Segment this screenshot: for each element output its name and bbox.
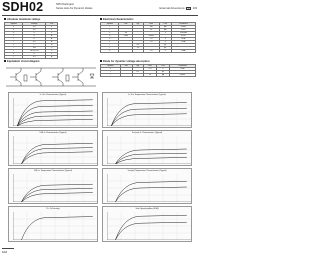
- table-cell: I=4A: [171, 50, 195, 53]
- column-header: max: [143, 23, 159, 26]
- chart-title: Safe Operating Area (SOA): [135, 208, 159, 210]
- page-number: 102: [2, 250, 8, 254]
- table-cell: V: [5, 29, 23, 32]
- resistor-2: [66, 75, 69, 81]
- table-cell: [120, 74, 132, 77]
- table-cell: h: [101, 35, 119, 38]
- chart-title: Ic–Vce Characteristics (Typical): [39, 94, 67, 96]
- table-cell: V: [5, 53, 23, 56]
- equivalent-circuit-diagram: [4, 64, 98, 90]
- table-cell: °C: [46, 47, 58, 50]
- table-cell: V=4V: [171, 35, 195, 38]
- chart-title: Vce(sat)–Ic Characteristics (Typical): [131, 132, 163, 134]
- table-cell: 0.5: [23, 41, 46, 44]
- characteristic-chart-panel: [8, 168, 98, 204]
- chart-title: hFE–Ic Characteristics (Typical): [39, 132, 67, 134]
- table-cell: [132, 74, 143, 77]
- column-header: min: [120, 65, 132, 68]
- table-cell: -40 to 150: [23, 50, 46, 53]
- table-cell: 2.0: [143, 41, 159, 44]
- table-cell: 0.5: [23, 56, 46, 59]
- chart-title: hFE–Ic Temperature Characteristics (Typical): [34, 170, 72, 172]
- resistor-1: [24, 75, 27, 81]
- chart-plot-area: [107, 136, 191, 164]
- characteristic-chart-panel: [102, 168, 192, 204]
- chart-title: Ic–Vce Temperature Characteristics (Typical): [128, 94, 166, 96]
- chart-curve: [115, 153, 186, 164]
- column-header: Unit: [159, 23, 171, 26]
- table-cell: 60: [23, 29, 46, 32]
- table-cell: P: [5, 44, 23, 47]
- table-cell: 10: [143, 74, 156, 77]
- table-cell: A: [46, 35, 58, 38]
- characteristic-chart-panel: [8, 206, 98, 242]
- table-cell: V: [159, 50, 171, 53]
- column-header: Symbol: [5, 23, 23, 26]
- table-cell: t: [101, 71, 121, 74]
- characteristic-chart-panel: [8, 130, 98, 166]
- column-header: Conditions: [169, 65, 195, 68]
- table-cell: 10: [143, 29, 159, 32]
- table-cell: 60: [23, 26, 46, 29]
- table-cell: A: [46, 56, 58, 59]
- table-cell: V: [159, 38, 171, 41]
- chart-plot-area: [13, 174, 97, 202]
- column-header: Symbol: [101, 23, 119, 26]
- table-cell: 6: [23, 38, 46, 41]
- chart-curve: [21, 184, 92, 202]
- column-header: min: [119, 23, 133, 26]
- chart-curve: [21, 188, 92, 202]
- table-cell: I: [101, 74, 121, 77]
- chart-curve: [115, 181, 186, 202]
- table-cell: I=2A: [171, 41, 195, 44]
- table-cell: μs: [159, 44, 171, 47]
- column-header: Symbol: [101, 65, 121, 68]
- table-cell: V: [101, 68, 121, 71]
- transistor-symbol-4: [72, 68, 83, 86]
- table-cell: μs: [157, 71, 170, 74]
- subtitle-line-1: NPN Darlington: [56, 3, 75, 6]
- chart-plot-area: [107, 212, 191, 240]
- column-header: Unit: [46, 23, 58, 26]
- table-cell: 6: [23, 53, 46, 56]
- table-cell: 1.5: [143, 38, 159, 41]
- table-cell: μs: [159, 47, 171, 50]
- table-cell: μA: [159, 26, 171, 29]
- table-cell: I=2A: [171, 38, 195, 41]
- chart-plot-area: [13, 98, 97, 126]
- transistor-symbol-2: [30, 68, 41, 86]
- diode-title: Diode for dynamic voltage absorption: [100, 60, 150, 63]
- transistor-symbol-1: [10, 68, 21, 86]
- abs-max-title: Absolute maximum ratings: [4, 18, 40, 21]
- table-cell: 2.0: [143, 68, 156, 71]
- chart-curve: [21, 193, 92, 202]
- table-cell: T: [5, 50, 23, 53]
- table-cell: I: [5, 35, 23, 38]
- part-number: SDH02: [2, 0, 44, 14]
- chart-curve: [21, 217, 92, 240]
- brand-block: [159, 6, 197, 10]
- table-cell: 2000: [119, 35, 133, 38]
- table-cell: 60: [119, 32, 133, 35]
- column-header: Conditions: [171, 23, 195, 26]
- table-cell: V: [101, 38, 119, 41]
- column-header: Ratings: [23, 23, 46, 26]
- table-cell: A: [46, 41, 58, 44]
- table-cell: I: [5, 41, 23, 44]
- chart-plot-area: [13, 212, 97, 240]
- table-cell: I=2A: [169, 68, 195, 71]
- diode-symbol: [90, 74, 94, 78]
- table-cell: V: [159, 41, 171, 44]
- table-cell: 6: [23, 32, 46, 35]
- equiv-title: Equivalent circuit diagram: [4, 60, 39, 63]
- chart-plot-area: [107, 174, 191, 202]
- chart-curve: [115, 222, 186, 240]
- table-cell: I=10mA: [171, 32, 195, 35]
- table-cell: [119, 50, 133, 53]
- characteristic-chart-panel: [102, 130, 192, 166]
- table-cell: A: [46, 38, 58, 41]
- table-cell: V: [159, 32, 171, 35]
- chart-curve: [21, 152, 92, 164]
- characteristic-chart-panel: [102, 206, 192, 242]
- brand-page-number: 103: [192, 6, 197, 10]
- abs-max-table: [4, 22, 58, 59]
- brand-text: External dimensions: [159, 6, 185, 10]
- table-cell: V=6V: [171, 29, 195, 32]
- table-cell: [133, 50, 143, 53]
- table-cell: t: [101, 44, 119, 47]
- table-cell: V: [5, 26, 23, 29]
- table-cell: μA: [159, 29, 171, 32]
- chart-curve: [21, 143, 92, 164]
- table-row: [101, 74, 196, 77]
- table-cell: 4: [23, 35, 46, 38]
- column-header: max: [143, 65, 156, 68]
- table-cell: I: [5, 56, 23, 59]
- chart-plot-area: [13, 136, 97, 164]
- table-cell: 150: [23, 47, 46, 50]
- characteristic-chart-panel: [8, 92, 98, 128]
- table-cell: W: [46, 44, 58, 47]
- chart-plot-area: [107, 98, 191, 126]
- chart-title: Pc–Ta Derating: [46, 208, 60, 210]
- transistor-symbol-3: [52, 68, 63, 86]
- table-cell: V: [101, 32, 119, 35]
- table-row: [5, 56, 58, 59]
- table-cell: 1.0: [133, 47, 143, 50]
- chart-title: Vce(sat) Temperature Characteristics (Typical): [127, 170, 167, 172]
- table-cell: V=60V: [169, 74, 195, 77]
- column-header: typ: [132, 65, 143, 68]
- table-cell: V: [46, 26, 58, 29]
- table-cell: V: [46, 29, 58, 32]
- column-header: Unit: [157, 65, 170, 68]
- table-cell: V: [157, 68, 170, 71]
- table-cell: T: [5, 47, 23, 50]
- table-cell: V: [101, 50, 119, 53]
- table-cell: t: [101, 47, 119, 50]
- table-cell: 100: [143, 26, 159, 29]
- table-cell: 2.0: [143, 50, 159, 53]
- table-cell: V: [46, 53, 58, 56]
- table-cell: 0.4: [133, 44, 143, 47]
- footer-rule: [2, 248, 14, 249]
- chart-curve: [115, 157, 186, 164]
- elec-table: [100, 22, 196, 53]
- table-cell: I: [5, 38, 23, 41]
- subtitle-line-2: Series tests for Dynamic diodes: [56, 7, 93, 10]
- elec-title: Electrical characteristics: [100, 18, 134, 21]
- table-cell: °C: [46, 50, 58, 53]
- table-cell: 2: [23, 44, 46, 47]
- characteristic-chart-panel: [102, 92, 192, 128]
- table-cell: 0.2: [132, 71, 143, 74]
- table-cell: V: [101, 41, 119, 44]
- table-cell: μA: [157, 74, 170, 77]
- table-cell: I: [101, 26, 119, 29]
- diode-table: [100, 64, 196, 77]
- brand-logo: SK: [187, 7, 190, 10]
- table-cell: V: [5, 32, 23, 35]
- table-cell: V=60V: [171, 26, 195, 29]
- chart-curve: [115, 187, 186, 202]
- table-cell: 20000: [143, 35, 159, 38]
- table-cell: V: [46, 32, 58, 35]
- table-row: [101, 50, 196, 53]
- table-cell: I: [101, 29, 119, 32]
- column-header: typ: [133, 23, 143, 26]
